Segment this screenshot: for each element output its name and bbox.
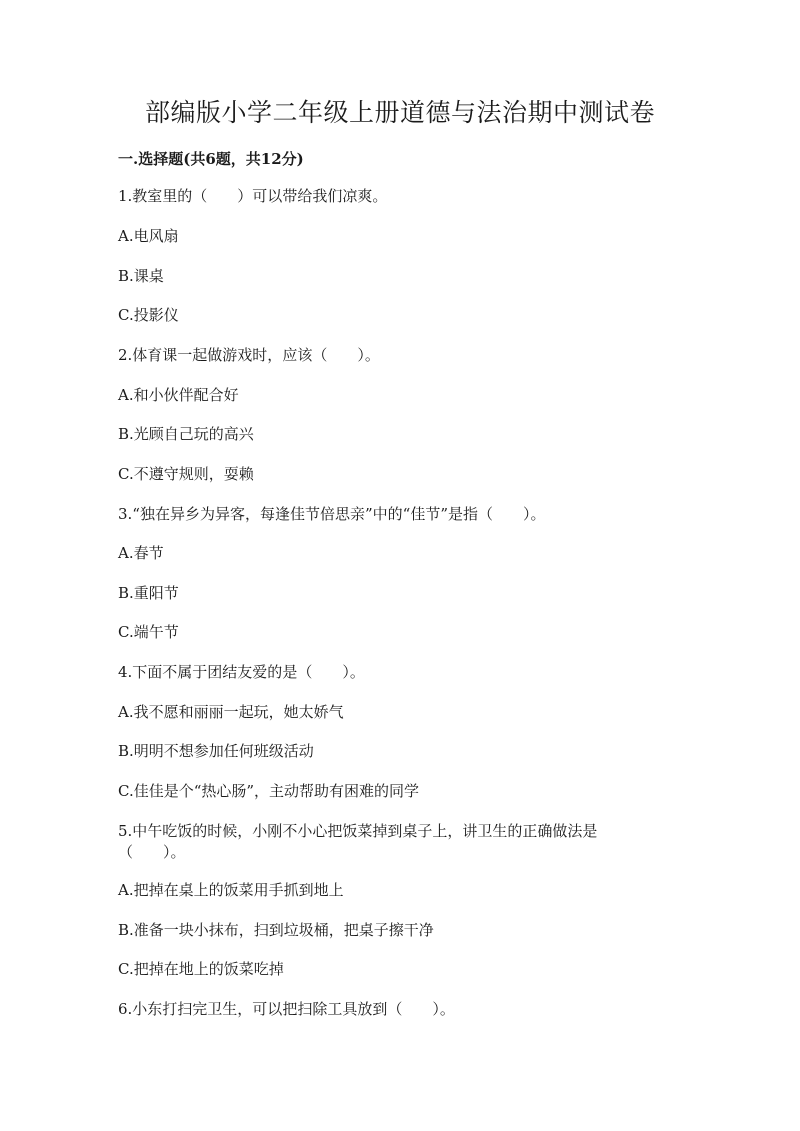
exam-title: 部编版小学二年级上册道德与法治期中测试卷 bbox=[144, 98, 655, 127]
question-1-option-a: A.电风扇 bbox=[118, 227, 179, 245]
question-5-option-b: B.准备一块小抹布，扫到垃圾桶，把桌子擦干净 bbox=[118, 921, 434, 939]
question-3-option-c: C.端午节 bbox=[118, 623, 179, 641]
question-4-option-a: A.我不愿和丽丽一起玩，她太娇气 bbox=[118, 703, 344, 721]
question-4-option-c: C.佳佳是个“热心肠”，主动帮助有困难的同学 bbox=[118, 782, 420, 800]
question-1-option-b: B.课桌 bbox=[118, 267, 164, 285]
question-4-stem: 4.下面不属于团结友爱的是（ ）。 bbox=[118, 663, 365, 681]
question-5-option-c: C.把掉在地上的饭菜吃掉 bbox=[118, 960, 284, 978]
question-2-option-c: C.不遵守规则，耍赖 bbox=[118, 465, 254, 483]
question-3-option-b: B.重阳节 bbox=[118, 584, 179, 602]
question-2-stem: 2.体育课一起做游戏时，应该（ ）。 bbox=[118, 346, 380, 364]
section-heading: 一.选择题(共6题，共12分) bbox=[118, 150, 304, 168]
question-3-stem: 3.“独在异乡为异客，每逢佳节倍思亲”中的“佳节”是指（ ）。 bbox=[118, 505, 546, 523]
question-6-stem: 6.小东打扫完卫生，可以把扫除工具放到（ ）。 bbox=[118, 1000, 455, 1018]
question-2-option-a: A.和小伙伴配合好 bbox=[118, 386, 239, 404]
question-5-option-a: A.把掉在桌上的饭菜用手抓到地上 bbox=[118, 881, 344, 899]
question-1-option-c: C.投影仪 bbox=[118, 306, 179, 324]
question-3-option-a: A.春节 bbox=[118, 544, 164, 562]
question-1-stem: 1.教室里的（ ）可以带给我们凉爽。 bbox=[118, 187, 388, 205]
question-5-stem: 5.中午吃饭的时候，小刚不小心把饭菜掉到桌子上，讲卫生的正确做法是（ ）。 bbox=[118, 822, 598, 861]
question-2-option-b: B.光顾自己玩的高兴 bbox=[118, 425, 254, 443]
question-4-option-b: B.明明不想参加任何班级活动 bbox=[118, 742, 314, 760]
